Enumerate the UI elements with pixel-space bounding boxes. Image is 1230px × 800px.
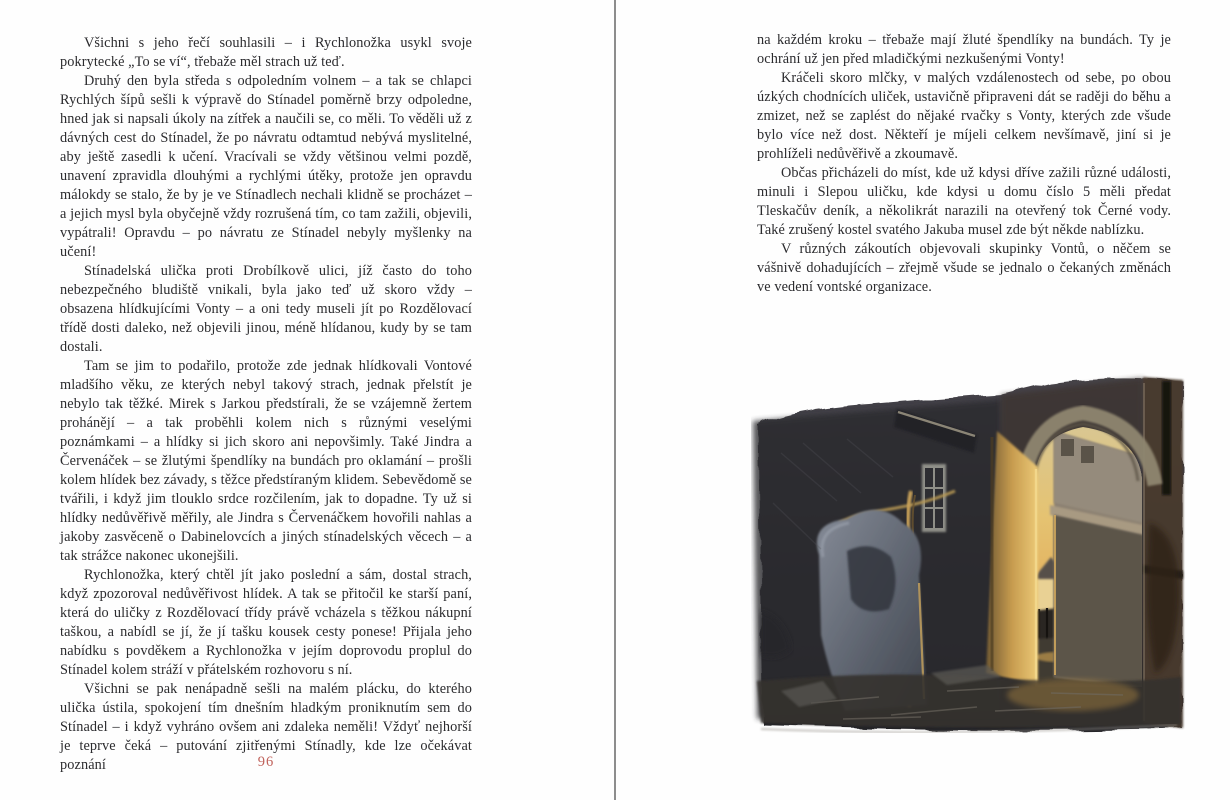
paragraph: Rychlonožka, který chtěl jít jako poslední a sám, dostal strach, když zpozoroval nedůvěřivost hlídek. A tak se přitočil ke starší paní, která do uličky z Rozdělovací třídy právě vcházela s těžkou nákupní taškou, a nabídl se jí, že jí tašku kousek cesty ponese! Přijala jeho nabídku s povděkem a Rychlonožka v jejím doprovodu proplul do Stínadel kolem stráží v přátelském rozhovoru s ní. (60, 567, 472, 678)
alley-illustration (751, 373, 1187, 747)
paragraph: Druhý den byla středa s odpoledním volnem – a tak se chlapci Rychlých šípů sešli k výpravě do Stínadel poměrně brzy odpoledne, hned jak si napsali úkoly na zítřek a naučili se, co měli. To věděli už z dávných cest do Stínadel, že po návratu odtamtud nebývá myslitelné, aby ještě zasedli k učení. Vracívali se vždy většinou velmi pozdě, unavení zpravidla dlouhými a rychlými útěky, protože jen opravdu málokdy se stalo, že by je ve Stínadlech nechali klidně se procházet – a jejich mysl byla obyčejně vždy rozrušená tím, co tam zažili, objevili, vypátrali! Opravdu – po návratu ze Stínadel nebyly myšlenky na učení! (60, 73, 472, 260)
page-gutter-divider (614, 0, 616, 800)
paragraph: Všichni se pak nenápadně sešli na malém plácku, do kterého ulička ústila, spokojení tím dnešním hladkým proniknutím sem do Stínadel – i když vyhráno ovšem ani zdaleka neměli! Vždyť nejhorší je teprve čeká – putování zjitřenými Stínadly, kde lze očekávat poznání (60, 681, 472, 773)
paragraph: na každém kroku – třebaže mají žluté špendlíky na bundách. Ty je ochrání už jen před mladičkými nezkušenými Vonty! (757, 32, 1171, 67)
paragraph: Všichni s jeho řečí souhlasili – i Rychlonožka usykl svoje pokrytecké „To se ví“, třebaže měl strach už teď. (60, 35, 472, 70)
paragraph: Stínadelská ulička proti Drobílkově ulici, jíž často do toho nebezpečného bludiště vnikali, byla jako teď už skoro vždy – obsazena hlídkujícími Vonty – a oni tedy museli jít po Rozdělovací třídě dosti daleko, než objevili jinou, méně hlídanou, kudy by se tam dostali. (60, 263, 472, 355)
page-number: 96 (257, 754, 275, 770)
left-page-text-column (60, 34, 472, 775)
paragraph: Tam se jim to podařilo, protože zde jednak hlídkovali Vontové mladšího věku, ze kterých nebyl takový strach, jednak přelstít je nebylo tak těžké. Mirek s Jarkou předstírali, že se vzájemně žertem prohánějí – a tak proběhli kolem nich s různými veselými poznámkami – a hlídky si jich skoro ani nepovšimly. Také Jindra a Červenáček – se žlutými špendlíky na bundách pro oklamání – prošli kolem hlídek bez závady, s těžce předstíraným klidem. Sebevědomě se tvářili, i když jim tlouklo srdce rozčilením, jak to dopadne. Ty už si hlídky nedůvěřivě měřily, ale Jindra s Červenáčkem hovořili nahlas a jakoby zasvěceně o Dabinelovcích a jiných stínadelských věcech – a tak strážce nakonec ukonejšili. (60, 358, 472, 564)
arch-opening (1031, 421, 1146, 691)
paragraph: V různých zákoutích objevovali skupinky Vontů, o něčem se vášnivě dohadujících – zřejmě všude se jednalo o čekaných změnách ve vedení vontské organizace. (757, 241, 1171, 295)
paragraph: Občas přicházeli do míst, kde už kdysi dříve zažili různé události, minuli i Slepou uličku, kde kdysi u domu číslo 5 měli předat Tleskačův deník, a několikrát narazili na otevřený tok Černé vody. Také zrušený kostel svatého Jakuba musel zde být někde nablízku. (757, 165, 1171, 238)
right-page-text-column (757, 31, 1171, 297)
paragraph: Kráčeli skoro mlčky, v malých vzdálenostech od sebe, po obou úzkých chodnících uliček, ustavičně připraveni dát se raději do běhu a zmizet, než se zaplést do nějaké rvačky s Vonty, kterých zde všude bylo více než dost. Někteří je míjeli celkem nevšímavě, jiní si je prohlíželi nedůvěřivě a zkoumavě. (757, 70, 1171, 162)
